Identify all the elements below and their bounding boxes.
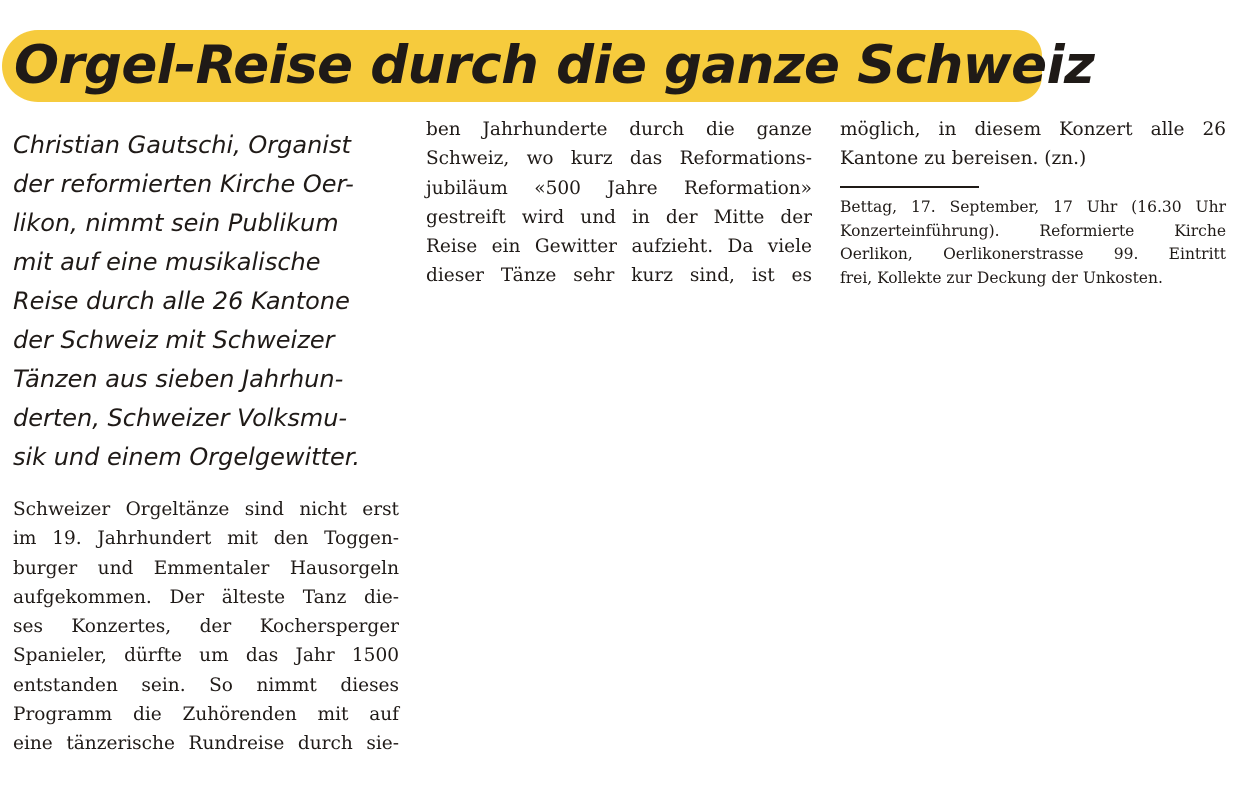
body-line: Kantone zu bereisen. (zn.) [840, 148, 1087, 170]
lead-line: Christian Gautschi, Organist [13, 131, 351, 159]
body-column-2 [426, 115, 812, 291]
info-line: Konzerteinführung). Reformierte Kirche [840, 221, 1226, 240]
lead-line: likon, nimmt sein Publikum [13, 209, 339, 237]
info-line: Oerlikon, Oerlikonerstrasse 99. Eintritt [840, 245, 1226, 263]
info-divider [840, 186, 979, 188]
lead-line: der reformierten Kirche Oer- [13, 170, 354, 198]
body-line: jubiläum «500 Jahre Reformation» [426, 177, 812, 199]
event-info [840, 196, 1226, 290]
body-line: Programm die Zuhörenden mit auf [13, 704, 399, 726]
lead-line: der Schweiz mit Schweizer [13, 326, 335, 354]
body-line: ben Jahrhunderte durch die ganze [426, 119, 812, 140]
lead-line: Tänzen aus sieben Jahrhun- [13, 365, 344, 393]
lead-line: Reise durch alle 26 Kantone [13, 287, 350, 315]
body-line: gestreift wird und in der Mitte der [426, 206, 812, 228]
body-line: möglich, in diesem Konzert alle 26 [840, 119, 1226, 140]
body-line: burger und Emmentaler Hausorgeln [13, 557, 399, 579]
body-line: dieser Tänze sehr kurz sind, ist es [426, 265, 812, 287]
article-lead [13, 126, 398, 477]
body-column-3 [840, 115, 1226, 174]
body-line: Reise ein Gewitter aufzieht. Da viele [426, 236, 812, 258]
body-column-1 [13, 495, 399, 759]
body-line: Schweizer Orgeltänze sind nicht erst [13, 499, 399, 520]
body-line: Schweiz, wo kurz das Reformations- [426, 148, 812, 170]
body-line: Spanieler, dürfte um das Jahr 1500 [13, 645, 399, 667]
body-line: entstanden sein. So nimmt dieses [13, 674, 399, 696]
body-line: eine tänzerische Rundreise durch sie- [13, 733, 399, 755]
body-line: ses Konzertes, der Kochersperger [13, 616, 399, 638]
body-line: aufgekommen. Der älteste Tanz die- [13, 586, 399, 608]
lead-line: mit auf eine musikalische [13, 248, 321, 276]
lead-line: derten, Schweizer Volksmu- [13, 404, 348, 432]
info-line: Bettag, 17. September, 17 Uhr (16.30 Uhr [840, 198, 1226, 216]
article-title: Orgel-Reise durch die ganze Schweiz [14, 35, 1095, 96]
info-line: frei, Kollekte zur Deckung der Unkosten. [840, 268, 1163, 287]
body-line: im 19. Jahrhundert mit den Toggen- [13, 528, 399, 550]
lead-line: sik und einem Orgelgewitter. [13, 443, 361, 471]
